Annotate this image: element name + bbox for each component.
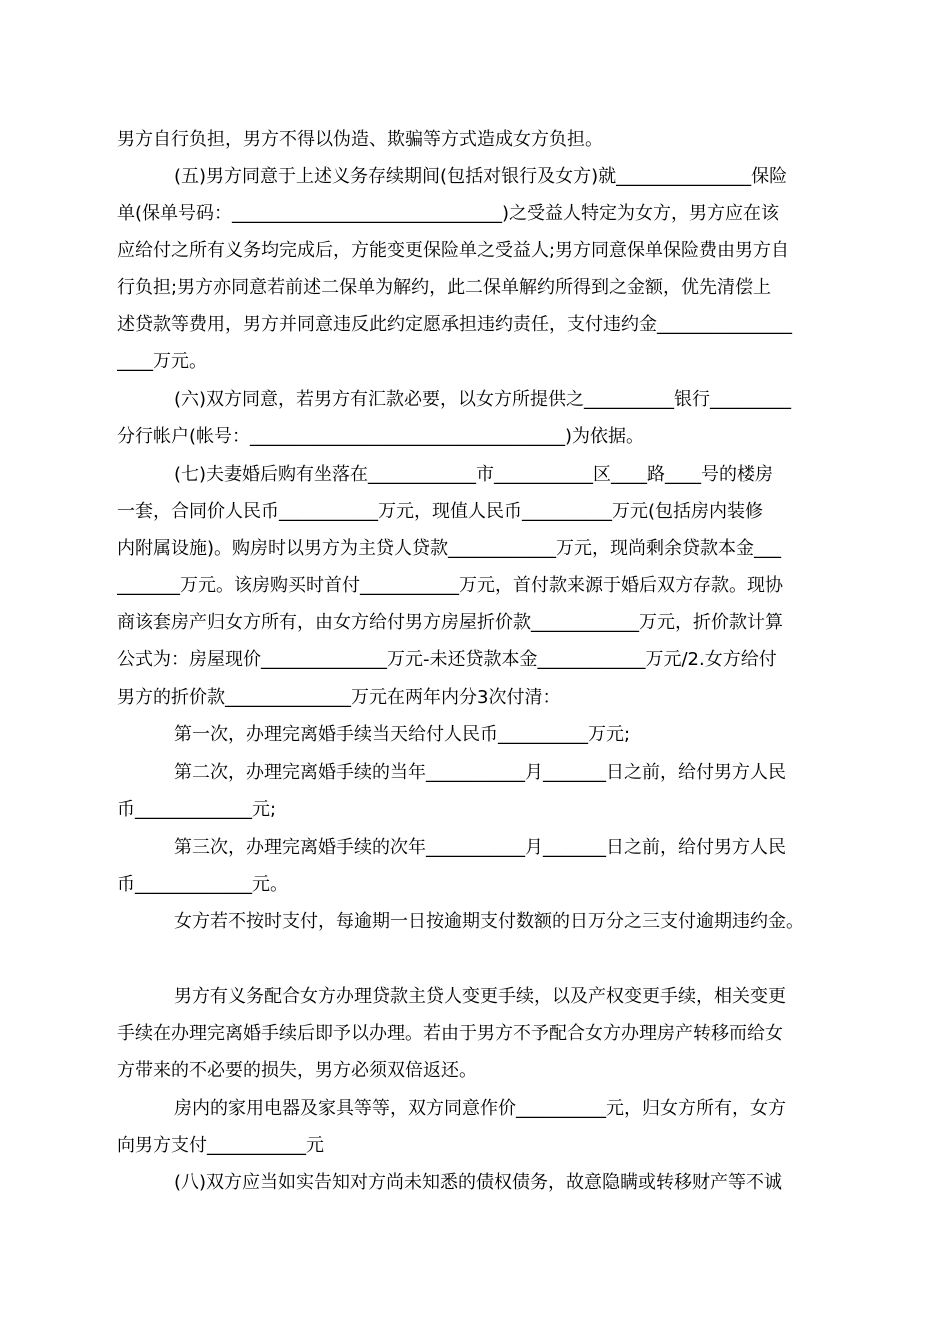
text-line: ____万元。: [117, 351, 207, 372]
clause-7-heading-line: (七)夫妻婚后购有坐落在____________市___________区____路____号的楼房: [174, 464, 774, 485]
clause-5-heading-line: (五)男方同意于上述义务存续期间(包括对银行及女方)就_______________保险: [174, 166, 788, 187]
text-line: 述贷款等费用，男方并同意违反此约定愿承担违约责任，支付违约金_______________: [117, 314, 792, 335]
payment-second-line: 第二次，办理完离婚手续的当年___________月_______日之前，给付男方人民: [174, 762, 786, 783]
text-line: 公式为：房屋现价______________万元-未还贷款本金____________万元/2.女方给付: [117, 649, 777, 670]
text-line: 币_____________元。: [117, 874, 288, 895]
text-line: 内附属设施)。购房时以男方为主贷人贷款____________万元，现尚剩余贷款本金___: [117, 538, 782, 559]
penalty-line: 女方若不按时支付，每逾期一日按逾期支付数额的日万分之三支付逾期违约金。: [174, 911, 804, 932]
payment-first-line: 第一次，办理完离婚手续当天给付人民币__________万元;: [174, 724, 631, 745]
text-line: 男方自行负担，男方不得以伪造、欺骗等方式造成女方负担。: [117, 129, 603, 150]
clause-8-heading-line: (八)双方应当如实告知对方尚未知悉的债权债务，故意隐瞒或转移财产等不诚: [174, 1172, 783, 1193]
text-line: 行负担;男方亦同意若前述二保单为解约，此二保单解约所得到之金额，优先清偿上: [117, 277, 772, 298]
text-line: _______万元。该房购买时首付___________万元，首付款来源于婚后双方存款。现协: [117, 575, 783, 596]
text-line: 单(保单号码：______________________________)之受益人特定为女方，男方应在该: [117, 203, 780, 224]
text-line: 向男方支付___________元: [117, 1135, 324, 1156]
text-line: 方带来的不必要的损失，男方必须双倍返还。: [117, 1060, 477, 1081]
cooperation-paragraph-line: 男方有义务配合女方办理贷款主贷人变更手续，以及产权变更手续，相关变更: [174, 986, 786, 1007]
text-line: 应给付之所有义务均完成后，方能变更保险单之受益人;男方同意保单保险费由男方自: [117, 240, 790, 261]
clause-6-heading-line: (六)双方同意，若男方有汇款必要，以女方所提供之__________银行_________: [174, 389, 792, 410]
text-line: 商该套房产归女方所有，由女方给付男方房屋折价款____________万元，折价款计算: [117, 612, 783, 633]
text-line: 男方的折价款______________万元在两年内分3次付清：: [117, 687, 561, 708]
text-line: 一套，合同价人民币___________万元，现值人民币__________万元(包括房内装修: [117, 501, 764, 522]
text-line: 币_____________元;: [117, 799, 277, 820]
payment-third-line: 第三次，办理完离婚手续的次年___________月_______日之前，给付男方人民: [174, 837, 786, 858]
text-line: 分行帐户(帐号：___________________________________)为依据。: [117, 426, 645, 447]
text-line: 手续在办理完离婚手续后即予以办理。若由于男方不予配合女方办理房产转移而给女: [117, 1023, 783, 1044]
appliances-paragraph-line: 房内的家用电器及家具等等，双方同意作价__________元，归女方所有，女方: [174, 1098, 786, 1119]
